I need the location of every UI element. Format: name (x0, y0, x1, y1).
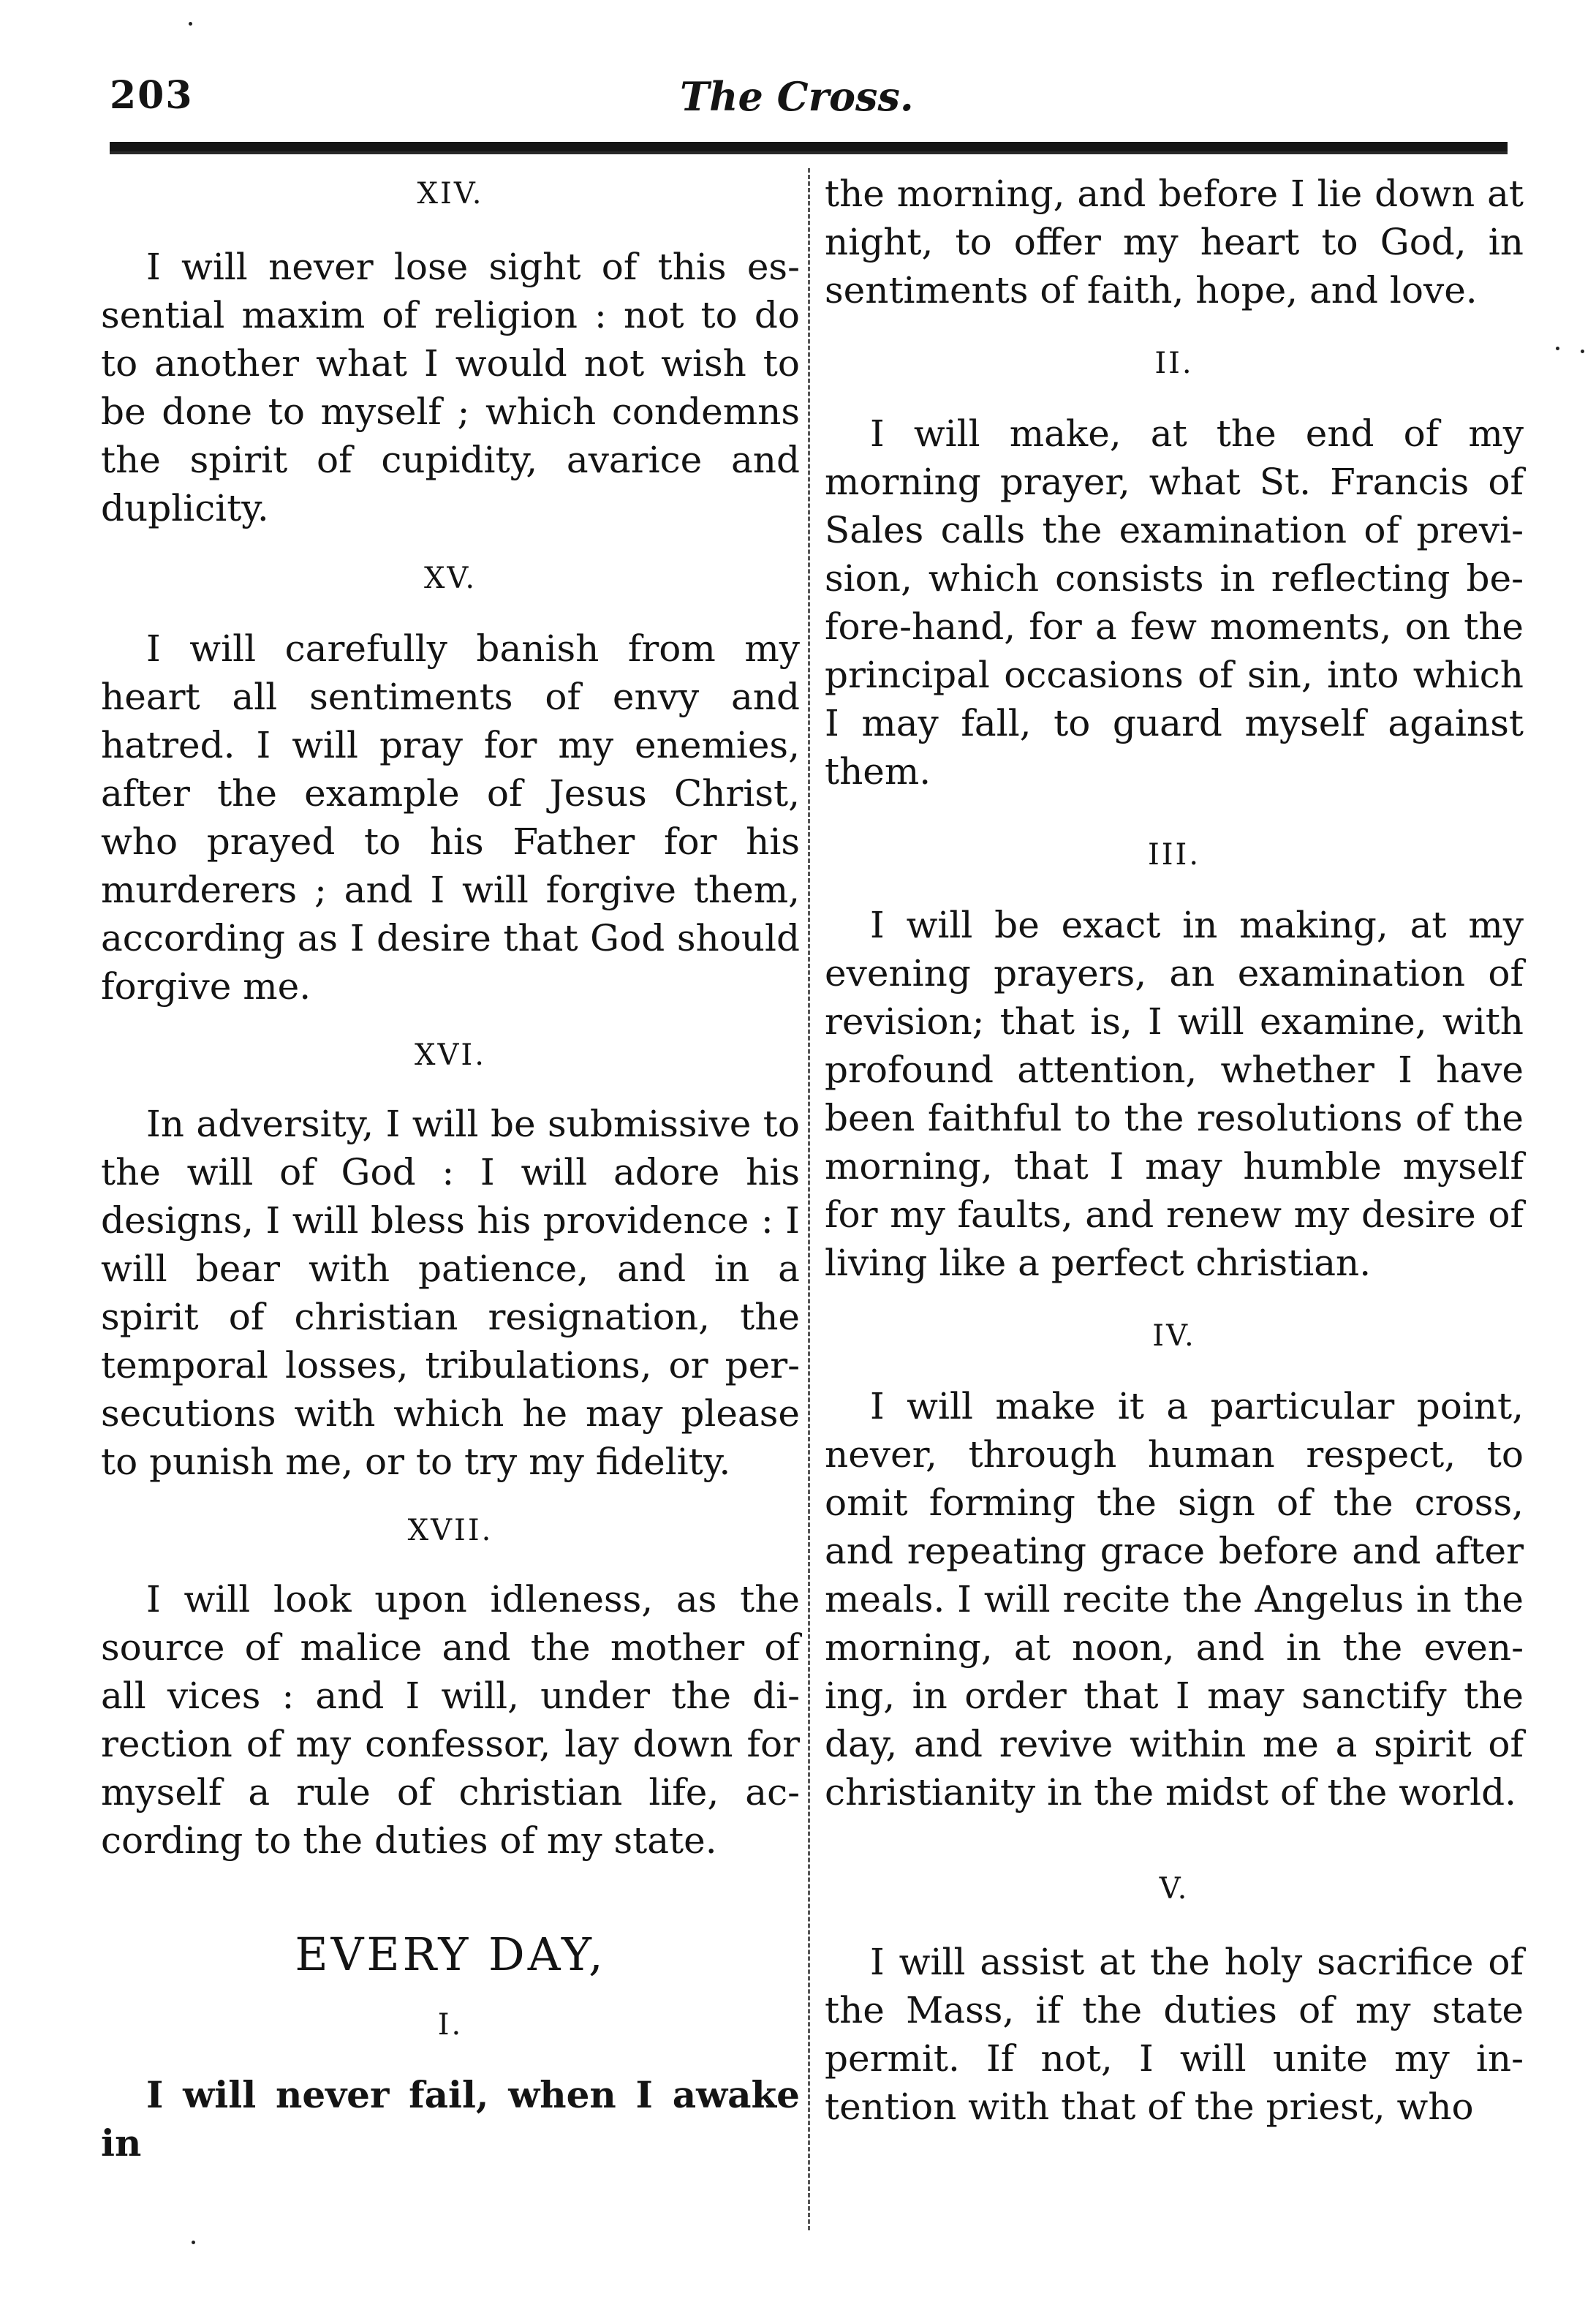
print-speck (1556, 347, 1559, 350)
section-heading-xvi: XVI. (415, 1038, 486, 1072)
header-rule (110, 142, 1508, 154)
paragraph-xvi: In adversity, I will be submissive to the will of God : I will adore his designs, I will bless his providence : I will bear with patience, and in a spirit of christian resignation, the temporal losses, tribulations, or per-secutions with which he may please to punish me, or to try my fidelity. (101, 1103, 800, 1483)
page-number: 203 (110, 73, 194, 118)
paragraph-xv: I will carefully banish from my heart all sentiments of envy and hatred. I will pray for my enemies, after the example of Jesus Christ, who prayed to his Father for his murderers ; and I will forgive them, according as I desire that God should forgive me. (101, 627, 800, 1008)
running-head: The Cross. (680, 73, 914, 120)
left-column (101, 170, 800, 2167)
paragraph-xvii: I will look upon idleness, as the source of malice and the mother of all vices : and I will, under the di-rection of my confessor, lay down for myself a rule of christian life, ac-cording to the duties of my state. (101, 1578, 800, 1862)
section-heading-iii: III. (1147, 838, 1201, 872)
section-heading-xv: XV. (423, 562, 477, 595)
section-heading-xvii: XVII. (407, 1514, 493, 1547)
print-speck (189, 22, 192, 26)
section-heading-v: V. (1159, 1872, 1190, 1906)
column-divider (808, 168, 810, 2230)
paragraph-continuation: the morning, and before I lie down at night, to offer my heart to God, in sentiments of faith, hope, and love. (825, 173, 1524, 312)
print-speck (192, 2241, 195, 2244)
print-speck (1581, 350, 1584, 353)
right-column (825, 170, 1524, 2131)
section-heading-i: I. (437, 2008, 464, 2042)
section-heading-xiv: XIV. (417, 177, 484, 211)
paragraph-i: I will never fail, when I awake in (101, 2073, 800, 2165)
paragraph-xiv: I will never lose sight of this es-sential maxim of religion : not to do to another what I would not wish to be done to myself ; which condemns the spirit of cupidity, avarice and duplicity. (101, 246, 800, 529)
paragraph-iii: I will be exact in making, at my evening prayers, an examination of revision; that is, I will examine, with profound attention, whether I have been faithful to the resolutions of the morning, that I may humble myself for my faults, and renew my desire of living like a perfect christian. (825, 904, 1524, 1284)
page-header (102, 73, 1506, 132)
paragraph-ii: I will make, at the end of my morning prayer, what St. Francis of Sales calls the examination of previ-sion, which consists in reflecting be-fore-hand, for a few moments, on the principal occasions of sin, into which I may fall, to guard myself against them. (825, 412, 1524, 793)
paragraph-v: I will assist at the holy sacrifice of the Mass, if the duties of my state permit. If not, I will unite my in-tention with that of the priest, who (825, 1941, 1524, 2128)
paragraph-iv: I will make it a particular point, never, through human respect, to omit forming the sign of the cross, and repeating grace before and after meals. I will recite the Angelus in the morning, at noon, and in the even-ing, in order that I may sanctify the day, and revive within me a spirit of christianity in the midst of the world. (825, 1385, 1524, 1814)
every-day-title: EVERY DAY, (295, 1928, 606, 1981)
section-heading-iv: IV. (1152, 1319, 1196, 1353)
section-heading-ii: II. (1154, 347, 1194, 380)
